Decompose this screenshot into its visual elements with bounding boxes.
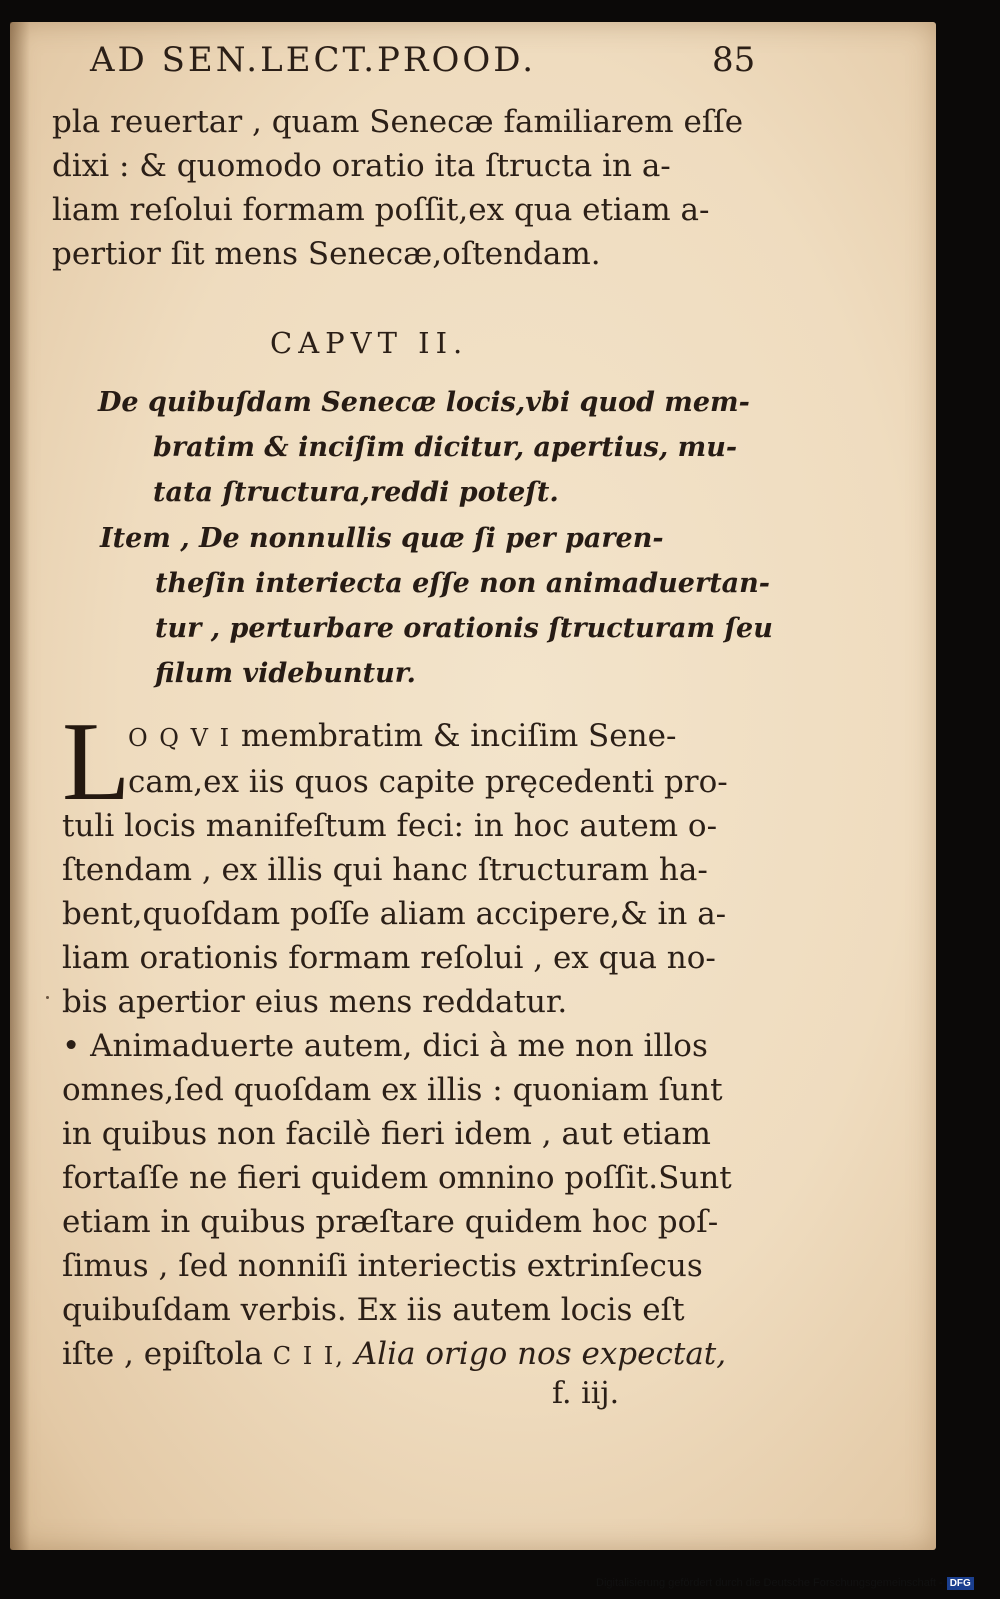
summary-line: filum videbuntur.: [155, 658, 416, 689]
text-line: etiam in quibus præſtare quidem hoc poſ-: [62, 1204, 719, 1240]
opening-smallcaps: O Q V I: [128, 724, 232, 752]
digitization-credit: [596, 1577, 974, 1590]
chapter-summary-1: [98, 380, 750, 515]
signature-mark: f. iij.: [552, 1376, 620, 1411]
summary-line: De quibuſdam Senecæ locis,vbi quod mem-: [98, 387, 750, 418]
text-line: bis apertior eius mens reddatur.: [62, 984, 568, 1020]
chapter-heading: CAPVT II.: [270, 326, 469, 360]
text-line: [62, 714, 728, 760]
running-title: AD SEN.LECT.PROOD.: [90, 40, 537, 80]
epistle-number: C I I,: [272, 1342, 345, 1370]
text-line: • Animaduerte autem, dici à me non illos: [62, 1028, 708, 1064]
text-line: ſtendam , ex illis qui hanc ſtructuram ha-: [62, 852, 708, 888]
quotation: Alia origo nos expectat,: [344, 1336, 727, 1372]
summary-line: tur , perturbare orationis ſtructuram ſeu: [155, 613, 773, 644]
paragraph-2: [62, 700, 728, 1024]
text-fragment: iſte , epiſtola: [62, 1336, 273, 1372]
dfg-logo: DFG: [947, 1577, 974, 1590]
text-line: quibuſdam verbis. Ex iis autem locis eſt: [62, 1292, 685, 1328]
text-line: [62, 1332, 732, 1378]
text-line: in quibus non facilè fieri idem , aut etiam: [62, 1116, 711, 1152]
text-line: liam orationis formam reſolui , ex qua no-: [62, 940, 716, 976]
paragraph-1: [52, 100, 743, 276]
ink-speck: [46, 996, 49, 999]
chapter-summary-2: [100, 516, 773, 696]
summary-line: Item , De nonnullis quæ ſi per paren-: [100, 523, 664, 554]
text-line: ſimus , ſed nonniſi interiectis extrinſecus: [62, 1248, 703, 1284]
page-number: 85: [712, 40, 756, 80]
text-line: liam reſolui formam poſſit,ex qua etiam a-: [52, 192, 710, 228]
text-line: dixi : & quomodo oratio ita ſtructa in a-: [52, 148, 671, 184]
summary-line: theſin interiecta eſſe non animaduertan-: [155, 568, 771, 599]
text-line: omnes,ſed quoſdam ex illis : quoniam ſunt: [62, 1072, 723, 1108]
summary-line: bratim & inciſim dicitur, apertius, mu-: [153, 432, 738, 463]
text-line: fortaſſe ne fieri quidem omnino poſſit.Sunt: [62, 1160, 732, 1196]
page-gutter-shadow: [10, 22, 30, 1550]
text-fragment: membratim & inciſim Sene-: [231, 718, 677, 754]
summary-line: tata ſtructura,reddi poteſt.: [153, 477, 559, 508]
text-line: cam,ex iis quos capite pręcedenti pro-: [128, 764, 728, 800]
text-line: pla reuertar , quam Senecæ familiarem eſſe: [52, 104, 744, 140]
text-line: pertior ſit mens Senecæ,oſtendam.: [52, 236, 601, 272]
credit-text: Digitalisierung gefördert durch die Deutsche Forschungsgemeinschaft -: [596, 1577, 943, 1589]
text-line: bent,quoſdam poſſe aliam accipere,& in a-: [62, 896, 727, 932]
paragraph-3: [62, 1024, 732, 1378]
drop-cap: L: [62, 700, 131, 824]
text-line: tuli locis manifeſtum feci: in hoc autem o-: [62, 808, 718, 844]
